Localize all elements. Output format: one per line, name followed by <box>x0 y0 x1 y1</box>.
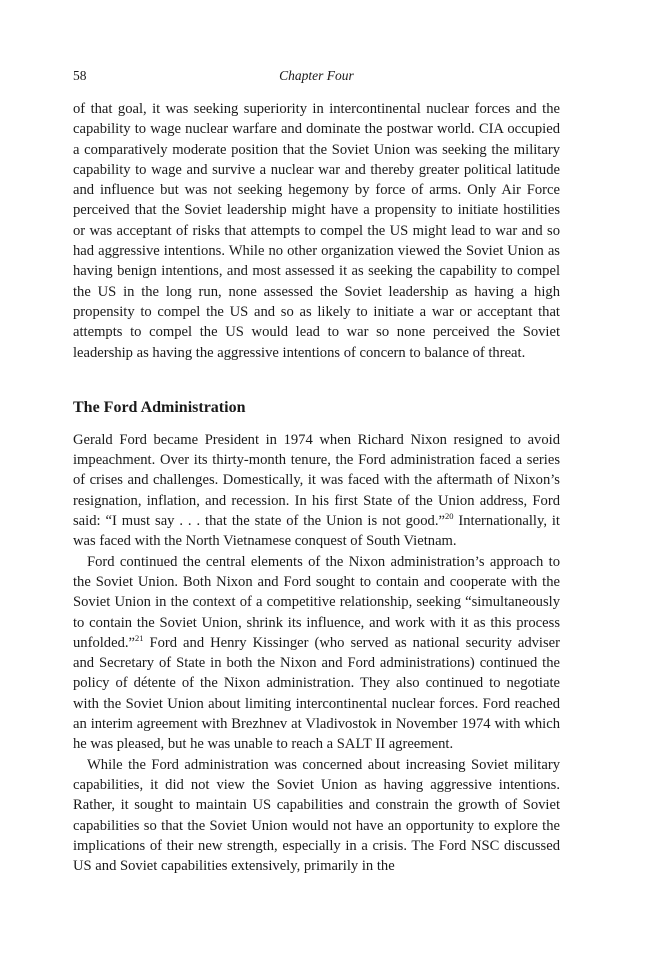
paragraph-2 <box>73 430 560 552</box>
footnote-ref-20[interactable]: 20 <box>444 511 454 522</box>
footnote-ref-21[interactable]: 21 <box>135 632 144 643</box>
chapter-title: Chapter Four <box>279 68 354 83</box>
page-number: 58 <box>73 68 87 83</box>
book-page <box>73 64 560 876</box>
paragraph-3 <box>73 552 560 755</box>
paragraph-1: of that goal, it was seeking superiority in intercontinental nuclear forces and the capability to wage nuclear warfare and dominate the postwar world. CIA occupied a comparatively moderate position that the Soviet Union was seeking the military capability to wage and survive a nuclear war and thereby greater political latitude and influence but was not seeking hegemony by force of arms. Only Air Force perceived that the Soviet leadership might have a propensity to initiate hostilities or was acceptant of risks that attempts to compel the US might lead to war and so had aggressive intentions. While no other organization viewed the Soviet Union as having benign intentions, and most assessed it as seeking the capability to compel the US in the long run, none assessed the Soviet leadership as having a high propensity to compel the US and so as likely to initiate a war or acceptant that attempts to compel the US would lead to war so none perceived the Soviet leadership as having the aggressive intentions of concern to balance of threat. <box>73 101 560 361</box>
body-text <box>73 99 560 876</box>
paragraph-3-text-after: Ford and Henry Kissinger (who served as national security adviser and Secretary of State in both the Nixon and Ford administrations) continued the policy of détente of the Nixon administration. They also continued to negotiate with the Soviet Union about limiting intercontinental nuclear forces. Ford reached an interim agreement with Brezhnev at Vladivostok in November 1974 with which he was pleased, but he was unable to reach a SALT II agreement. <box>73 634 560 753</box>
paragraph-4: While the Ford administration was concerned about increasing Soviet military capabilities, it did not view the Soviet Union as having aggressive intentions. Rather, it sought to maintain US capabilities and constrain the growth of Soviet capabilities so that the Soviet Union would not have an opportunity to explore the implications of their new strength, especially in a crisis. The Ford NSC discussed US and Soviet capabilities extensively, primarily in the <box>73 756 560 875</box>
running-head <box>73 64 560 88</box>
section-heading: The Ford Administration <box>73 398 246 416</box>
paragraph-2-text-after: Internationally, it was faced with the North Vietnamese conquest of South Vietnam. <box>73 513 560 550</box>
paragraph-2-text: Gerald Ford became President in 1974 when Richard Nixon resigned to avoid impeachment. Over its thirty-month tenure, the Ford administration faced a series of crises and challenges. Domestically, it was faced with the aftermath of Nixon’s resignation, inflation, and recession. In his first State of the Union address, Ford said: “I must say . . . that the state of the Union is not good.” <box>73 431 560 530</box>
paragraph-3-text: Ford continued the central elements of the Nixon administration’s approach to the Soviet Union. Both Nixon and Ford sought to contain and cooperate with the Soviet Union in the context of a competitive relationship, seeking “simultaneously to contain the Soviet Union, shrink its influence, and work with it as this process unfolded.” <box>73 553 560 651</box>
